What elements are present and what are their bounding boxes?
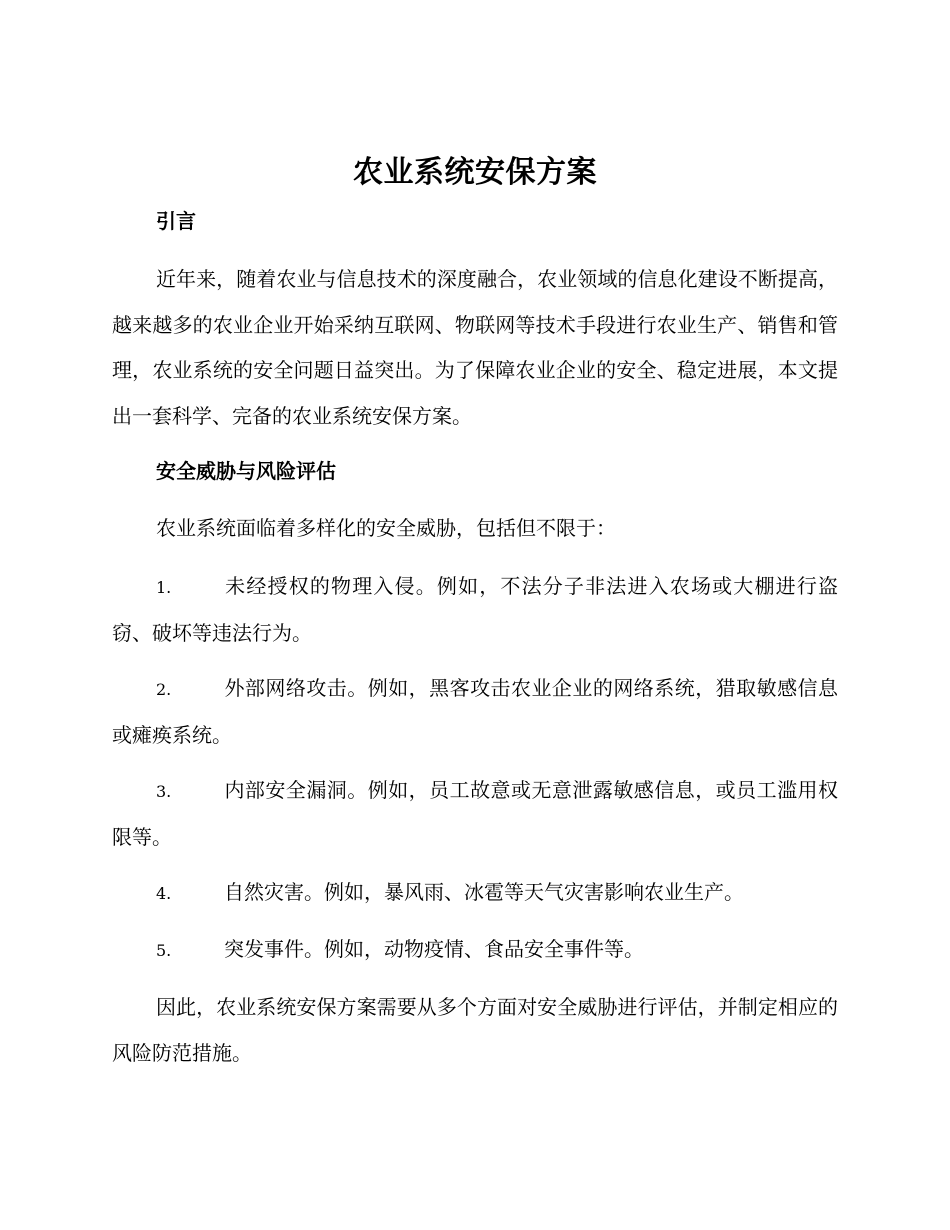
list-item-number: 1. (156, 578, 172, 597)
document-title: 农业系统安保方案 (353, 155, 597, 190)
list-item-number: 5. (156, 941, 172, 960)
list-item-text: 未经授权的物理入侵。例如，不法分子非法进入农场或大棚进行盗窃、破坏等违法行为。 (112, 574, 838, 645)
list-item-text: 突发事件。例如，动物疫情、食品安全事件等。 (224, 937, 644, 961)
list-item-text: 自然灾害。例如，暴风雨、冰雹等天气灾害影响农业生产。 (224, 880, 744, 904)
list-item (112, 927, 838, 974)
threats-conclusion-paragraph: 因此，农业系统安保方案需要从多个方面对安全威胁进行评估，并制定相应的风险防范措施。 (112, 995, 838, 1065)
section-heading-introduction: 引言 (156, 209, 196, 233)
introduction-paragraph: 近年来，随着农业与信息技术的深度融合，农业领域的信息化建设不断提高，越来越多的农业企业开始采纳互联网、物联网等技术手段进行农业生产、销售和管理，农业系统的安全问题日益突出。为了保障农业企业的安全、稳定进展，本文提出一套科学、完备的农业系统安保方案。 (112, 267, 838, 428)
section-heading-threats: 安全威胁与风险评估 (156, 459, 336, 483)
list-item-number: 4. (156, 884, 172, 903)
list-item-text: 外部网络攻击。例如，黑客攻击农业企业的网络系统，猎取敏感信息或瘫痪系统。 (112, 676, 838, 747)
list-item (112, 564, 838, 656)
list-item-number: 2. (156, 680, 172, 699)
list-item-number: 3. (156, 782, 172, 801)
list-item (112, 768, 838, 860)
list-item-text: 内部安全漏洞。例如，员工故意或无意泄露敏感信息，或员工滥用权限等。 (112, 778, 838, 849)
list-item (112, 666, 838, 758)
list-item (112, 870, 838, 917)
threats-intro-paragraph: 农业系统面临着多样化的安全威胁，包括但不限于： (156, 516, 616, 540)
